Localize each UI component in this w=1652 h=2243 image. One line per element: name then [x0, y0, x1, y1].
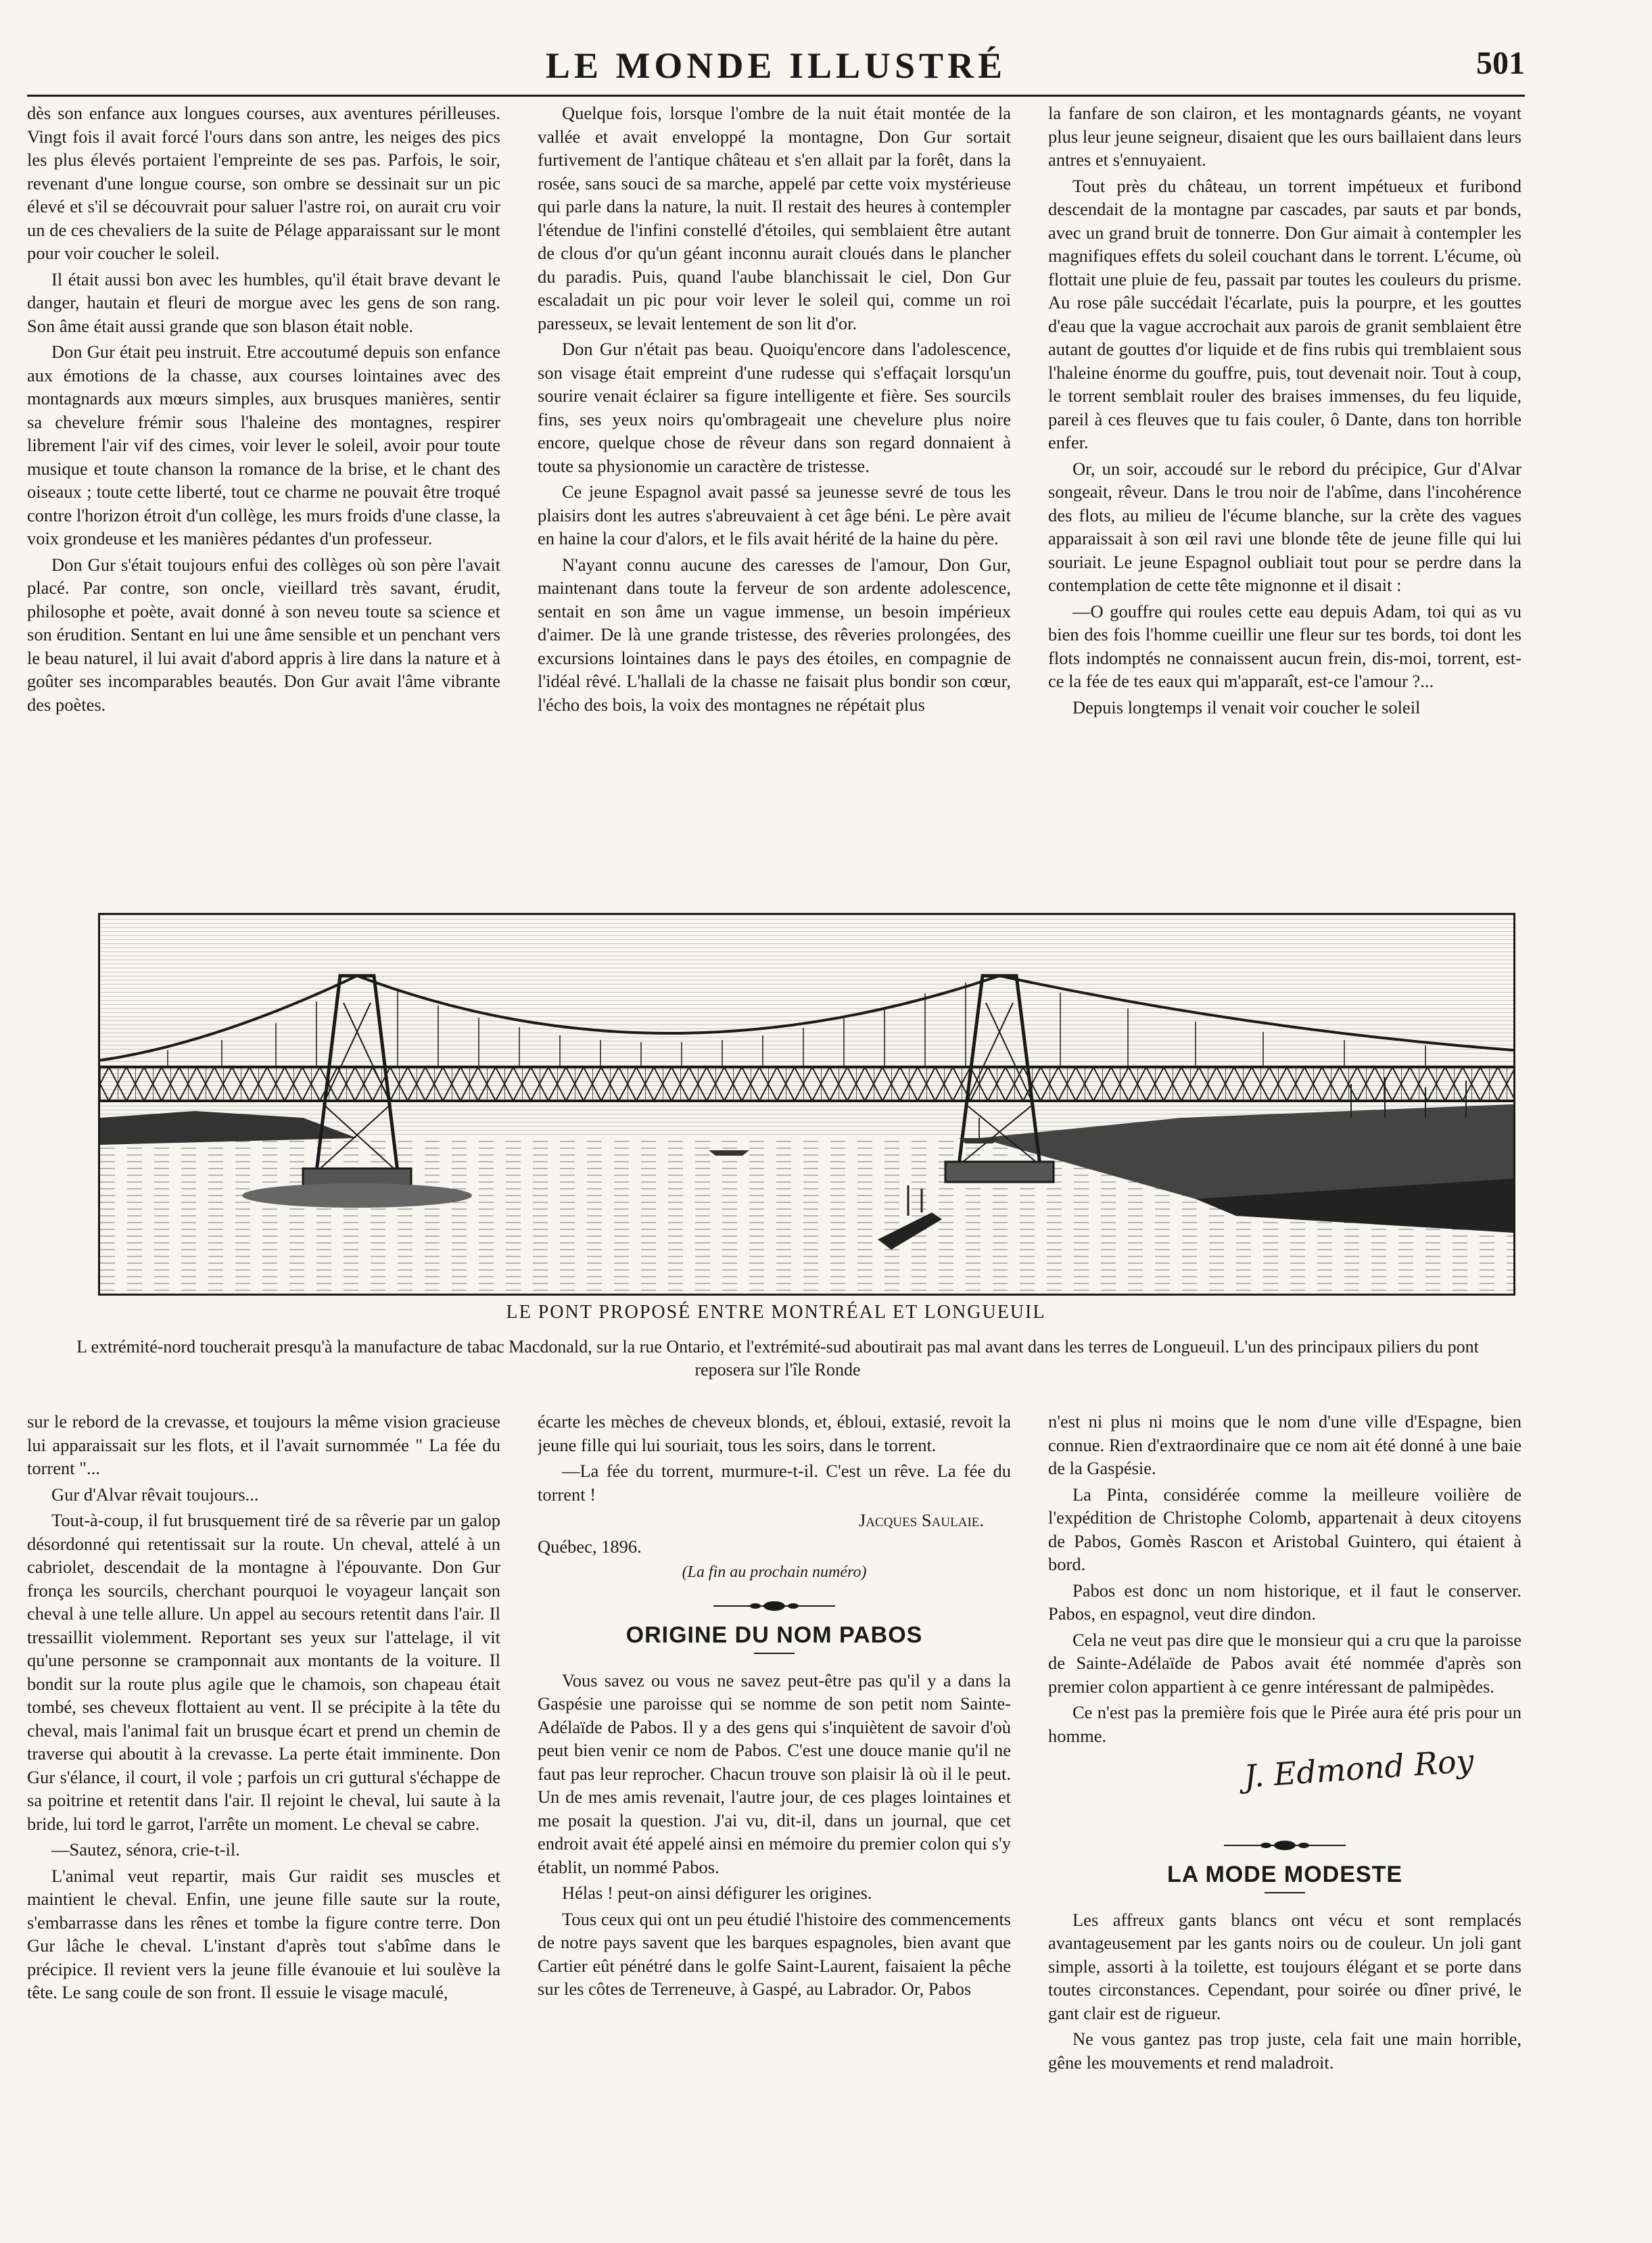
- paragraph: Don Gur était peu instruit. Etre accoutumé depuis son enfance aux émotions de la chasse, aux courses lointaines avec des montagnards aux mœurs simples, aux brusques manières, sentir sa chevelure frémir sous l'haleine des montagnes, respirer librement l'air vif des cimes, voir lever le soleil, avoir pour toute musique et toute chanson la romance de la brise, et le chant des oiseaux ; toute cette liberté, tout ce charme ne pouvait être troqué contre l'horizon étroit d'un collège, les murs froids d'une classe, la voix grondeuse et les manières pédantes d'un professeur.: [27, 341, 500, 548]
- paragraph: —La fée du torrent, murmure-t-il. C'est un rêve. La fée du torrent !: [538, 1461, 1011, 1505]
- paragraph: Ce jeune Espagnol avait passé sa jeunesse sevré de tous les plaisirs dont les autres s'abreuvaient à cet âge béni. Le père avait en haine la cour d'alors, et le fils avait hérité de la haine du père.: [538, 481, 1011, 548]
- paragraph: Gur d'Alvar rêvait toujours...: [51, 1484, 259, 1505]
- paragraph: Il était aussi bon avec les humbles, qu'il était brave devant le danger, hautain et fleuri de morgue avec les gens de son rang. Son âme était aussi grande que son blason était noble.: [27, 268, 500, 336]
- paragraph: Don Gur s'était toujours enfui des collèges où son père l'avait placé. Par contre, son oncle, vieillard très savant, érudit, philosophe et poète, avait donné à son neveu toute sa science et son érudition. Sentant en lui une âme sensible et un penchant vers le beau naturel, il lui avait d'abord appris à lire dans la nature et à goûter ses incomparables beautés. Don Gur avait l'âme vibrante des poètes.: [27, 554, 500, 715]
- paragraph: —Sautez, sénora, crie-t-il.: [51, 1839, 240, 1860]
- top-column-2: [538, 101, 1011, 882]
- paragraph: N'ayant connu aucune des caresses de l'amour, Don Gur, maintenant dans toute la ferveur de son ardente adolescence, sentait en son âme un vague immense, un besoin impérieux d'aimer. De là une grande tristesse, des rêveries prolongées, des excursions lointaines dans le pays des étoiles, en compagnie de l'idéal rêvé. L'hallali de la chasse ne faisait plus bondir son cœur, l'écho des bois, la voix des montagnes ne répétait plus: [538, 554, 1011, 715]
- boat: [709, 1150, 749, 1156]
- paragraph: écarte les mèches de cheveux blonds, et, ébloui, extasié, revoit la jeune fille qui lui souriait, tous les soirs, dans le torrent.: [538, 1411, 1011, 1455]
- author-signature: Jacques Saulaie.: [858, 1510, 984, 1530]
- top-column-1: [27, 101, 500, 882]
- page-number: 501: [1476, 45, 1525, 81]
- paragraph: dès son enfance aux longues courses, aux aventures périlleuses. Vingt fois il avait forcé l'ours dans son antre, les neiges des pics les plus élevés portaient l'empreinte de ses pas. Parfois, le soir, revenant d'une longue course, son ombre se dessinait sur un pic élevé et s'il se découvrait pour saluer l'astre roi, on aurait cru voir un de ces chevaliers de la suite de Pélage apparaissant sur le mont pour voir coucher le soleil.: [27, 103, 500, 263]
- paragraph: Tout près du château, un torrent impétueux et furibond descendait de la montagne par cascades, par sauts et par bonds, avec un grand bruit de tonnerre. Don Gur aimait à contempler les magnifiques effets du soleil couchant dans le torrent. L'écume, où flottait une pluie de feu, passait par toutes les couleurs du prisme. Au rose pâle succédait l'écarlate, puis la pourpre, et les gouttes d'eau que la vague accrochait aux parois de granit semblaient être autant de gouttes d'or liquide et de fins rubis qui tremblaient sous l'haleine énorme du gouffre, puis, tout devenait noir. Tout à coup, le torrent semblait rouler des braises immenses, du feu liquide, pareil à ces fleuves que tu fais couler, ô Dante, dans ton horrible enfer.: [1048, 175, 1521, 452]
- paragraph: Hélas ! peut-on ainsi défigurer les origines.: [562, 1883, 872, 1903]
- bridge-illustration: [100, 915, 1513, 1294]
- paragraph: Cela ne veut pas dire que le monsieur qui a cru que la paroisse de Sainte-Adélaïde de Pabos avait été nommée d'après son premier colon appartient à ce genre intéressant de palmipèdes.: [1048, 1629, 1521, 1697]
- handwritten-signature: J. Edmond Roy: [1242, 1742, 1476, 1795]
- continued-note: (La fin au prochain numéro): [682, 1563, 867, 1581]
- paragraph: L'animal veut repartir, mais Gur raidit ses muscles et maintient le cheval. Enfin, une jeune fille saute sur la route, s'embarrasse dans les rênes et tombe la figure contre terre. Don Gur lâche le cheval. L'instant d'après tout s'abîme dans le précipice. Il revient vers la jeune fille évanouie et lui soulève la tête. Le sang coule de son front. Il essuie le visage maculé,: [27, 1865, 500, 2002]
- paragraph: Tous ceux qui ont un peu étudié l'histoire des commencements de notre pays savent que les barques espagnoles, bien avant que Cartier eût pénétré dans le golfe Saint-Laurent, faisaient la pêche sur les côtes de Terreneuve, à Gaspé, au Labrador. Or, Pabos: [538, 1908, 1011, 1999]
- paragraph: Ne vous gantez pas trop juste, cela fait une main horrible, gêne les mouvements et rend maladroit.: [1048, 2029, 1521, 2073]
- journal-title: LE MONDE ILLUSTRÉ: [545, 45, 1007, 86]
- paragraph: Les affreux gants blancs ont vécu et sont remplacés avantageusement par les gants noirs ou de couleur. Un joli gant simple, assorti à la toilette, est toujours élégant et se porte dans toutes circonstances. Cependant, pour soirée ou dîner privé, le gant clair est de rigueur.: [1048, 1909, 1521, 2023]
- section-heading: ORIGINE DU NOM PABOS: [538, 1624, 1011, 1654]
- paragraph: la fanfare de son clairon, et les montagnards géants, ne voyant plus leur jeune seigneur, disaient que les ours baillaient dans leurs antres et s'ennuyaient.: [1048, 103, 1521, 170]
- paragraph: sur le rebord de la crevasse, et toujours la même vision gracieuse lui apparaissait sur les flots, et il l'avait surnommée " La fée du torrent "...: [27, 1411, 500, 1478]
- paragraph: Vous savez ou vous ne savez peut-être pas qu'il y a dans la Gaspésie une paroisse qui se nomme de son petit nom Sainte-Adélaïde de Pabos. Il y a des gens qui s'inquiètent de savoir d'où peut bien venir ce nom de Pabos. C'est une douce manie qu'il ne faut pas leur reprocher. Chacun trouve son plaisir là où il le peut. Un de mes amis revenait, l'autre jour, de ces plages lointaines et me posait la question. J'ai vu, dit-il, dans un journal, que cet endroit avait été appelé ainsi en mémoire du premier colon qui s'y établit, un nommé Pabos.: [538, 1670, 1011, 1877]
- bottom-column-1: [27, 1410, 500, 2204]
- ornament-divider: [538, 1594, 1011, 1618]
- paragraph: n'est ni plus ni moins que le nom d'une ville d'Espagne, bien connue. Rien d'extraordinaire que ce nom ait été donné à une baie de la Gaspésie.: [1048, 1411, 1521, 1478]
- paragraph: Quelque fois, lorsque l'ombre de la nuit était montée de la vallée et avait enveloppé la montagne, Don Gur sortait furtivement de l'antique château et s'en allait par la forêt, dans la rosée, sans souci de sa marche, appelé par cette voix mystérieuse qui parle dans la nature, la nuit. Il restait des heures à contempler l'étendue de l'infini constellé d'étoiles, qui semblaient être autant de clous d'or qu'un géant inconnu aurait cloués dans le plancher du paradis. Puis, quand l'aube blanchissait le ciel, Don Gur escaladait un pic pour voir lever le soleil qui, comme un roi paresseux, se levait lentement de son lit d'or.: [538, 103, 1011, 333]
- figure-caption: LE PONT PROPOSÉ ENTRE MONTRÉAL ET LONGUEUIL: [506, 1302, 1046, 1323]
- truss-deck: [100, 1067, 1513, 1101]
- dateline: Québec, 1896.: [538, 1536, 642, 1557]
- paragraph: Tout-à-coup, il fut brusquement tiré de sa rêverie par un galop désordonné qui retentissait sur la route. Un cheval, attelé à un cabriolet, descendait de la montagne à l'épouvante. Don Gur fronça les sourcils, cherchant pourquoi le voyageur lançait son cheval à une telle allure. Un appel au secours retentit dans l'air. Il tressaillit violemment. Reportant ses yeux sur l'attelage, il vit qu'une personne se cramponnait aux montants de la voiture. Il bondit sur la route plus agile que le chamois, son chapeau était tombé, ses cheveux flottaient au vent. Il se précipite à la tête du cheval, mais l'animal fait un brusque écart et prend un chemin de traverse qui aboutit à la crevasse. La perte était imminente. Don Gur s'élance, il court, il vole ; parfois un cri guttural s'échappe de sa poitrine et retentit dans l'air. Il rejoint le cheval, lui saute à la bride, lui tord le garrot, l'arrête un moment. Le cheval se cabre.: [27, 1510, 500, 1834]
- ornament-divider: [1048, 1833, 1521, 1857]
- figure-legend: L extrémité-nord toucherait presqu'à la manufacture de tabac Macdonald, sur la rue Ontario, et l'extrémité-sud aboutirait pas mal avant dans les terres de Longueuil. L'un des principaux piliers du pont reposera sur l'île Ronde: [76, 1337, 1479, 1379]
- bottom-column-3: [1048, 1410, 1521, 2204]
- paragraph: Depuis longtemps il venait voir coucher le soleil: [1072, 696, 1421, 717]
- paragraph: Pabos est donc un nom historique, et il faut le conserver. Pabos, en espagnol, veut dire dindon.: [1048, 1580, 1521, 1624]
- sky: [100, 915, 1513, 1138]
- paragraph: Ce n'est pas la première fois que le Pirée aura été pris pour un homme.: [1048, 1702, 1521, 1746]
- top-column-3: [1048, 101, 1521, 882]
- bridge-engraving: [98, 913, 1515, 1296]
- masthead: [27, 41, 1525, 97]
- bottom-column-2: [538, 1410, 1011, 2204]
- paragraph: —O gouffre qui roules cette eau depuis Adam, toi qui as vu bien des fois l'homme cueillir une fleur sur tes bords, toi dont les flots indomptés ne connaissent aucun frein, dis-moi, torrent, est-ce la fée de tes eaux qui m'apparaît, est-ce l'amour ?...: [1048, 600, 1521, 691]
- section-heading: LA MODE MODESTE: [1048, 1863, 1521, 1893]
- boat: [959, 1138, 999, 1143]
- paragraph: Don Gur n'était pas beau. Quoiqu'encore dans l'adolescence, son visage était empreint d'une rudesse qui s'effaçait lorsqu'un sourire venait éclairer sa figure intelligente et fière. Ses sourcils fins, ses yeux noirs qu'ombrageait une chevelure plus noire encore, quelque chose de rêveur dans son regard donnaient à toute sa physionomie un caractère de tristesse.: [538, 339, 1011, 476]
- paragraph: La Pinta, considérée comme la meilleure voilière de l'expédition de Christophe Colomb, appartenait à deux citoyens de Pabos, Gomès Rascon et Aristobal Guintero, qui étaient à bord.: [1048, 1484, 1521, 1574]
- ile-ronde-island: [242, 1183, 472, 1208]
- paragraph: Or, un soir, accoudé sur le rebord du précipice, Gur d'Alvar songeait, rêveur. Dans le trou noir de l'abîme, dans l'incohérence des flots, au milieu de l'écume blanche, sur la crète des vagues apparaissait à son œil ravi une blonde tête de jeune fille qui lui souriait. Le jeune Espagnol oubliait tout pour se perdre dans la contemplation de cette tête mignonne et il disait :: [1048, 458, 1521, 595]
